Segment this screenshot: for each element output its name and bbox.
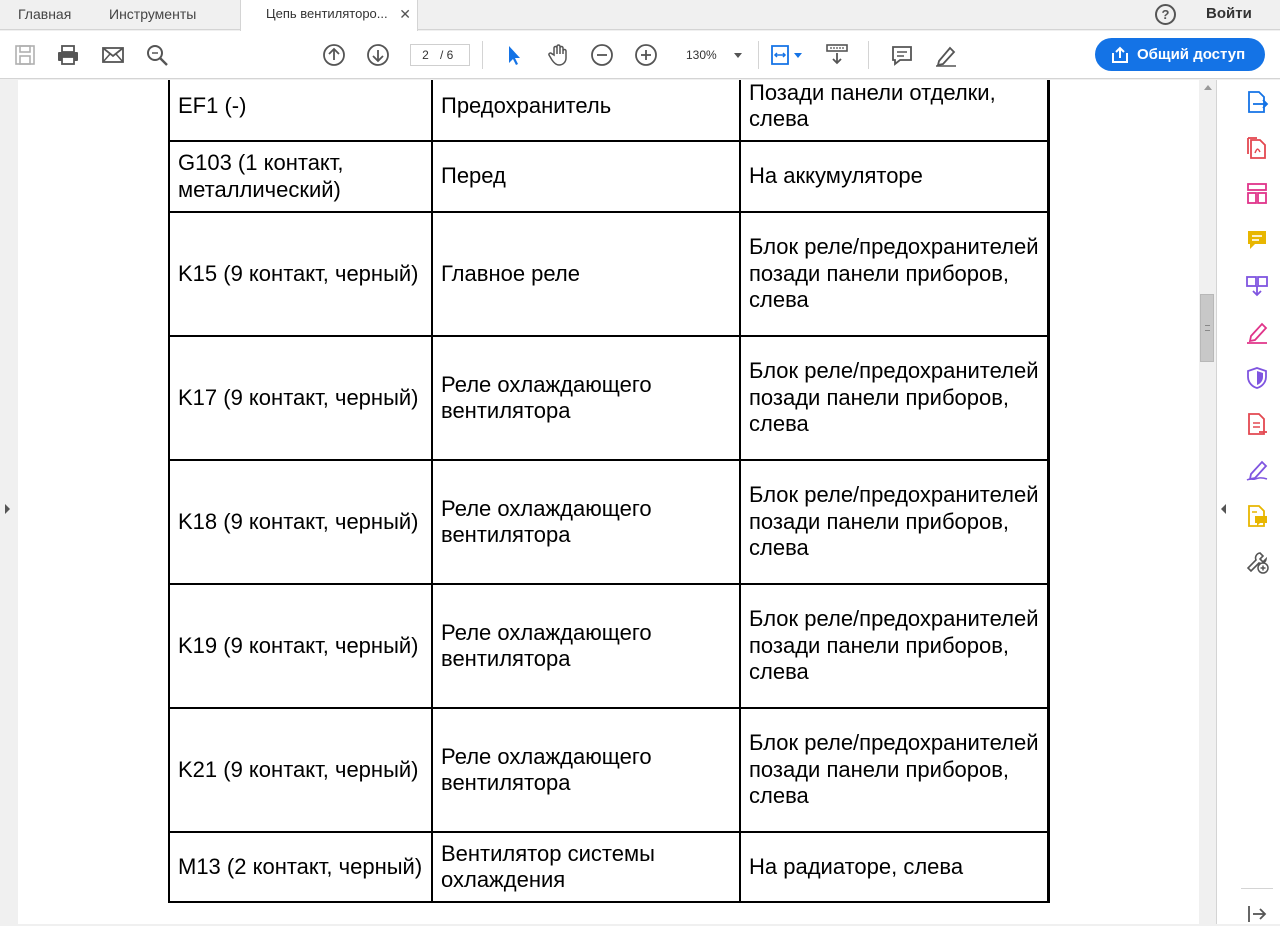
table-row <box>169 460 1048 584</box>
table-cell-component: K21 (9 контакт, черный) <box>169 708 432 832</box>
table-cell-location: Позади панели отделки, слева <box>740 80 1048 141</box>
page-up-icon[interactable] <box>322 43 346 67</box>
highlight-pen-icon[interactable] <box>934 43 958 67</box>
hand-icon[interactable] <box>546 43 570 67</box>
table-cell-description: Перед <box>432 141 740 212</box>
toolbar-divider <box>758 41 759 69</box>
collapse-panel-icon[interactable] <box>1245 902 1269 926</box>
table-cell-description: Реле охлаждающего вентилятора <box>432 584 740 708</box>
scroll-up-arrow-icon[interactable] <box>1204 85 1212 90</box>
table-cell-description: Главное реле <box>432 212 740 336</box>
table-cell-location: На аккумуляторе <box>740 141 1048 212</box>
compress-pdf-icon[interactable] <box>1245 412 1269 436</box>
share-icon <box>1111 46 1129 64</box>
zoom-select[interactable] <box>678 44 750 66</box>
table-cell-description: Реле охлаждающего вентилятора <box>432 460 740 584</box>
table-cell-component: K17 (9 контакт, черный) <box>169 336 432 460</box>
panel-divider <box>1241 888 1273 889</box>
components-table <box>168 80 1050 903</box>
organize-pages-icon[interactable] <box>1245 182 1269 206</box>
toolbar-divider <box>868 41 869 69</box>
table-cell-location: Блок реле/предохранителей позади панели приборов, слева <box>740 460 1048 584</box>
search-icon[interactable] <box>145 43 169 67</box>
table-row <box>169 141 1048 212</box>
table-cell-description: Предохранитель <box>432 80 740 141</box>
create-pdf-icon[interactable] <box>1245 136 1269 160</box>
comment-icon[interactable] <box>890 43 914 67</box>
table-cell-component: M13 (2 контакт, черный) <box>169 832 432 902</box>
table-cell-location: Блок реле/предохранителей позади панели приборов, слева <box>740 212 1048 336</box>
table-row <box>169 832 1048 902</box>
page-total: / 6 <box>440 44 470 66</box>
fit-page-icon[interactable] <box>770 43 804 67</box>
zoom-in-icon[interactable] <box>634 43 658 67</box>
right-tools-panel <box>1216 80 1280 924</box>
export-pdf-icon[interactable] <box>1245 90 1269 114</box>
vertical-scrollbar[interactable] <box>1199 80 1216 924</box>
table-cell-location: Блок реле/предохранителей позади панели приборов, слева <box>740 336 1048 460</box>
table-row <box>169 708 1048 832</box>
tab-bar <box>0 0 1280 30</box>
toolbar-divider <box>482 41 483 69</box>
combine-files-icon[interactable] <box>1245 274 1269 298</box>
save-icon[interactable] <box>13 43 37 67</box>
table-cell-location: Блок реле/предохранителей позади панели приборов, слева <box>740 584 1048 708</box>
page-number-input[interactable]: 2 <box>410 44 440 66</box>
toolbar <box>0 31 1280 79</box>
print-icon[interactable] <box>56 43 80 67</box>
select-cursor-icon[interactable] <box>502 43 526 67</box>
email-icon[interactable] <box>101 43 125 67</box>
zoom-value: 130% <box>686 48 717 62</box>
request-signature-icon[interactable] <box>1245 458 1269 482</box>
tab-home[interactable]: Главная <box>18 6 72 22</box>
comment-tool-icon[interactable] <box>1245 228 1269 252</box>
tab-tools[interactable]: Инструменты <box>109 6 197 22</box>
page-down-icon[interactable] <box>366 43 390 67</box>
table-cell-location: Блок реле/предохранителей позади панели приборов, слева <box>740 708 1048 832</box>
scroll-mode-icon[interactable] <box>825 43 849 67</box>
document-view[interactable] <box>18 80 1199 924</box>
signin-link[interactable]: Войти <box>1206 5 1252 22</box>
table-row <box>169 212 1048 336</box>
help-icon[interactable]: ? <box>1155 4 1176 25</box>
share-label: Общий доступ <box>1137 46 1246 63</box>
collapse-right-panel-toggle-icon[interactable] <box>1221 504 1226 514</box>
table-row <box>169 584 1048 708</box>
table-cell-description: Вентилятор системы охлаждения <box>432 832 740 902</box>
zoom-out-icon[interactable] <box>590 43 614 67</box>
table-row <box>169 80 1048 141</box>
table-cell-component: K15 (9 контакт, черный) <box>169 212 432 336</box>
more-tools-icon[interactable] <box>1245 550 1269 574</box>
table-row <box>169 336 1048 460</box>
table-cell-location: На радиаторе, слева <box>740 832 1048 902</box>
expand-left-panel-icon[interactable] <box>5 504 10 514</box>
pdf-page <box>18 80 1199 924</box>
table-cell-description: Реле охлаждающего вентилятора <box>432 708 740 832</box>
table-cell-description: Реле охлаждающего вентилятора <box>432 336 740 460</box>
tab-document-label: Цепь вентиляторо... <box>266 6 388 21</box>
close-icon[interactable]: ✕ <box>399 6 411 22</box>
left-panel <box>0 80 18 924</box>
table-cell-component: EF1 (-) <box>169 80 432 141</box>
scrollbar-thumb[interactable] <box>1200 294 1214 362</box>
share-button[interactable] <box>1095 38 1265 71</box>
table-cell-component: K18 (9 контакт, черный) <box>169 460 432 584</box>
table-cell-component: G103 (1 контакт, металлический) <box>169 141 432 212</box>
table-cell-component: K19 (9 контакт, черный) <box>169 584 432 708</box>
send-review-icon[interactable] <box>1245 504 1269 528</box>
chevron-down-icon <box>734 53 742 58</box>
protect-icon[interactable] <box>1245 366 1269 390</box>
tab-document[interactable] <box>240 0 418 31</box>
fill-sign-icon[interactable] <box>1245 320 1269 344</box>
grip-icon <box>1205 325 1210 331</box>
